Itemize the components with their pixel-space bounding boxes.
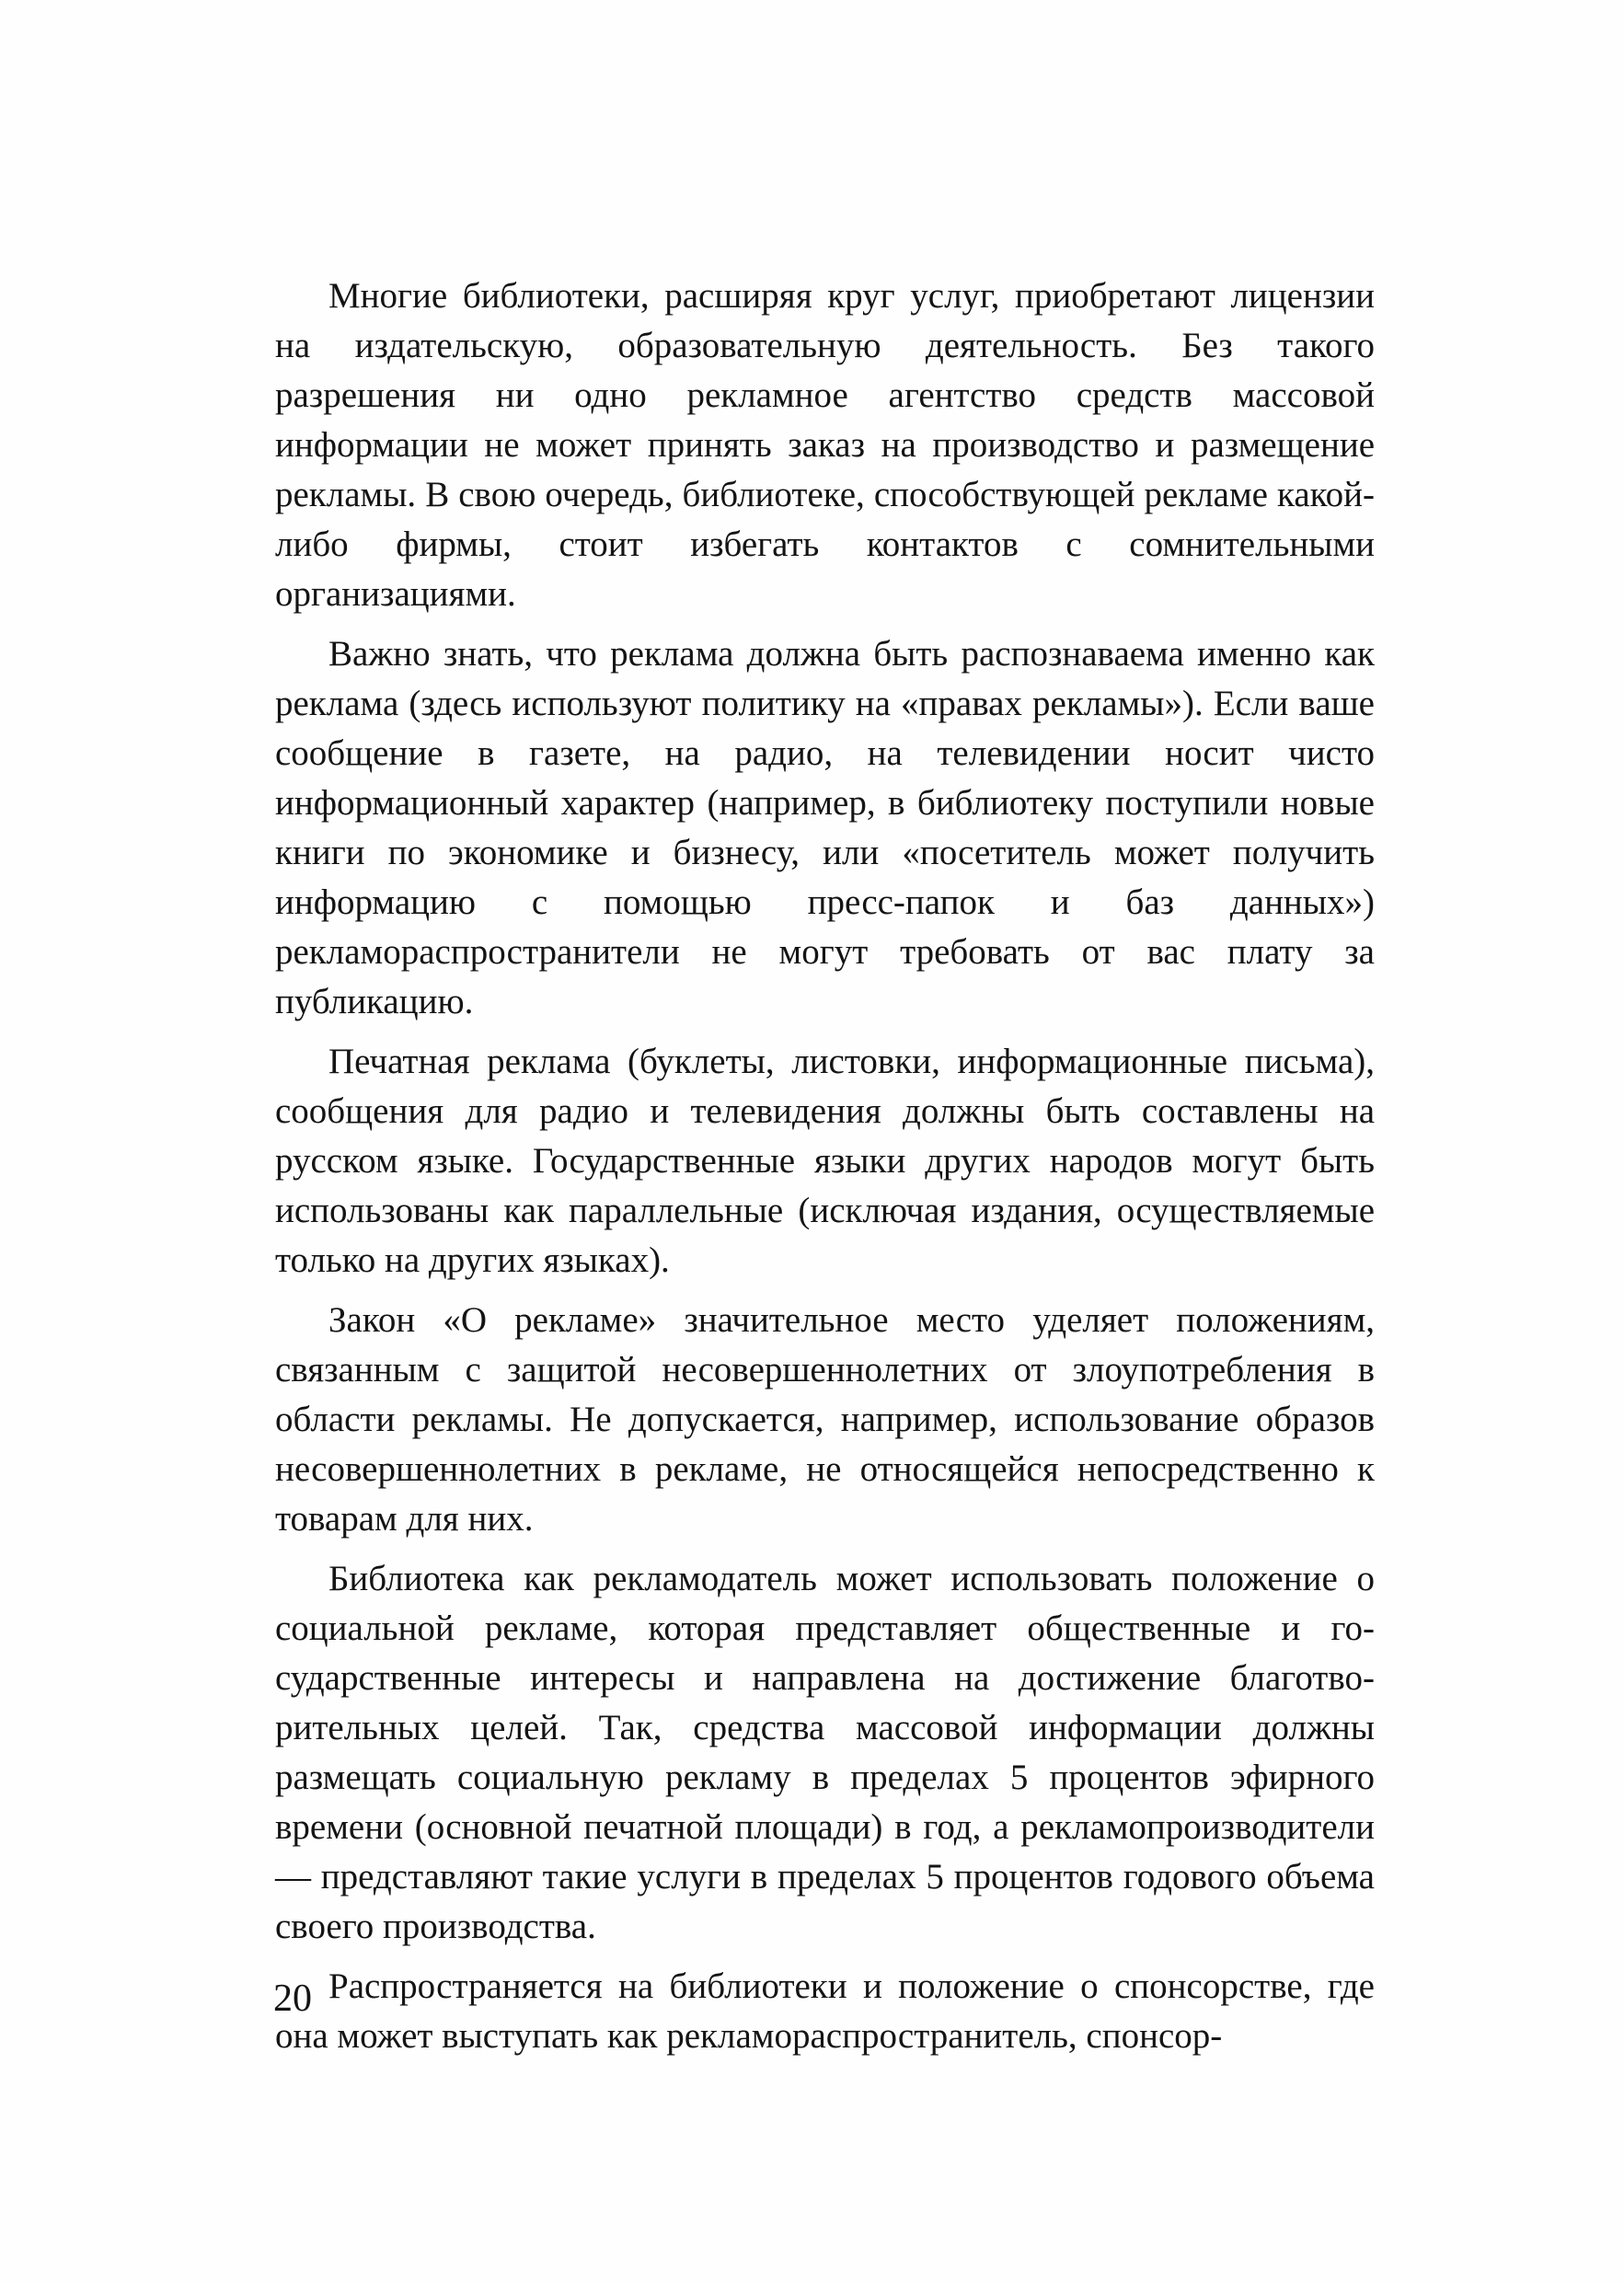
paragraph-licenses: Многие библиотеки, расширяя круг услуг, приобретают лицензии на издательскую, образовательную деятельность. Без такого разрешения ни одно рекламное агентство средств массовой информации не может принять заказ на производство и размещение рекламы. В свою очередь, библиотеке, способствующей рекламе какой-либо фирмы, стоит избегать контактов с сомнительными организациями. bbox=[275, 276, 1375, 614]
page-number: 20 bbox=[273, 1977, 312, 2020]
body-text bbox=[275, 271, 1375, 2061]
paragraph-minors-protection: Закон «О рекламе» значительное место уделяет положениям, связанным с защитой несовершеннолетних от злоупотребления в области рекламы. Не допускается, например, использование образов несовершеннолетних в рекламе, не относящейся непосредственно к товарам для них. bbox=[275, 1300, 1375, 1539]
paragraph-social-advertising: Библиотека как рекламодатель может использовать положение о социальной рекламе, которая представляет общественные и государственные интересы и направлена на достижение благотворительных целей. Так, средства массовой информации должны размещать социальную рекламу в пределах 5 процентов эфирного времени (основной печатной площади) в год, а рекламопроизводители — представляют такие услуги в пределах 5 процентов годового объема своего производства. bbox=[275, 1559, 1375, 1946]
paragraph-advertising-recognition: Важно знать, что реклама должна быть распознаваема именно как реклама (здесь используют политику на «правах рекламы»). Если ваше сообщение в газете, на радио, на телевидении носит чисто информационный характер (например, в библиотеку поступили новые книги по экономике и бизнесу, или «посетитель может получить информацию с помощью пресс-папок и баз данных») рекламораспространители не могут требовать от вас плату за публикацию. bbox=[275, 634, 1375, 1021]
paragraph-print-advertising-language: Печатная реклама (буклеты, листовки, информационные письма), сообщения для радио и телевидения должны быть составлены на русском языке. Государственные языки других народов могут быть использованы как параллельные (исключая издания, осуществляемые только на других языках). bbox=[275, 1042, 1375, 1280]
paragraph-sponsorship: Распространяется на библиотеки и положение о спонсорстве, где она может выступать как рекламораспространитель, спонсор- bbox=[275, 1966, 1375, 2056]
